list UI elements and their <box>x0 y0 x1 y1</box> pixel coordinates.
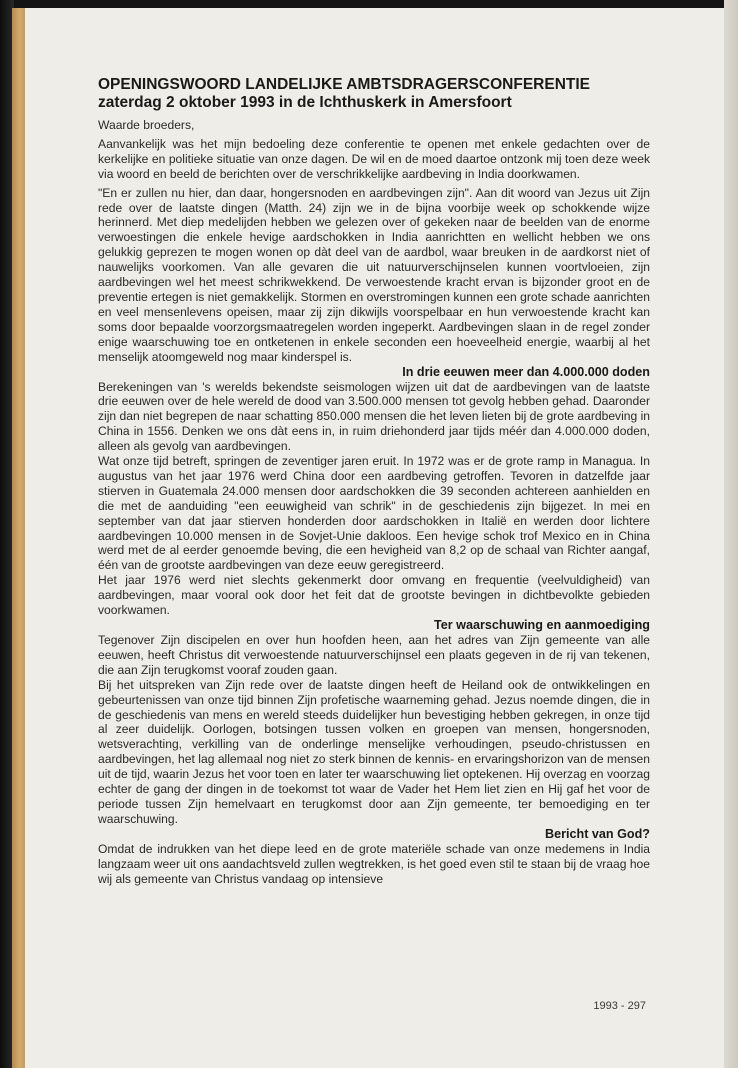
paragraph: "En er zullen nu hier, dan daar, hongersnoden en aardbevingen zijn". Aan dit woord van Jezus uit Zijn rede over de laatste dingen (Matth. 24) zijn we in de bijna voorbije week op schokkende wijze herinnerd. Met diep medelijden hebben we gelezen over of gekeken naar de beelden van de enorme verwoestingen die enkele hevige aardschokken in India aanrichtten en wellicht hebben we ons gelukkig geprezen te mogen wonen op dàt deel van de aardbol, waar breuken in de aardkorst niet of nauwelijks voorkomen. Van alle gevaren die uit natuurverschijnselen kunnen voortvloeien, zijn aardbevingen wel het meest schrikwekkend. De verwoestende kracht ervan is bijzonder groot en de preventie ertegen is niet gemakkelijk. Stormen en overstromingen kunnen een grote schade aanrichten en veel mensenlevens opeisen, maar zij zijn dikwijls voorspelbaar en hun verwoestende kracht kan soms door bepaalde voorzorgsmaatregelen worden ingeperkt. Aardbevingen slaan in de regel zonder enige waarschuwing toe en ontketenen in enkele seconden een hoeveelheid energie, waarbij al het menselijk atoomgeweld nog maar kinderspel is. <box>98 185 650 364</box>
page-number: 1993 - 297 <box>593 1000 646 1012</box>
binding-tape <box>12 8 25 1068</box>
paragraph: Bij het uitspreken van Zijn rede over de laatste dingen heeft de Heiland ook de ontwikkelingen en gebeurtenissen van onze tijd binnen Zijn profetische waarneming gehad. Jezus noemde dingen, die in de geschiedenis van mens en wereld steeds duidelijker hun bevestiging hebben gekregen, in onze tijd al zeer duidelijk. Oorlogen, botsingen tussen volken en groepen van mensen, hongersnoden, wetsverachting, verkilling van de onderlinge menselijke verhoudingen, pseudo-christussen en aardbevingen, het lag allemaal nog niet zo sterk binnen de kennis- en ervaringshorizon van de mensen uit de tijd, waarin Jezus het voor toen en later ter waarschuwing liet optekenen. Hij overzag en voorzag echter de gang der dingen in de toekomst tot waar de Vader het Hem liet zien en Hij gaf het voor de periode tussen Zijn hemelvaart en terugkomst door aan Zijn gemeente, ter bemoediging en ter waarschuwing. <box>98 677 650 826</box>
paragraph: Het jaar 1976 werd niet slechts gekenmerkt door omvang en frequentie (veelvuldigheid) van aardbevingen, maar vooral ook door het feit dat de grootste bevingen in dichtbevolkte gebieden voorkwamen. <box>98 573 650 618</box>
paragraph: Aanvankelijk was het mijn bedoeling deze conferentie te openen met enkele gedachten over de kerkelijke en politieke situatie van onze dagen. De wil en de moed daartoe ontzonk mij toen deze week via woord en beeld de berichten over de verschrikkelijke aardbeving in India doorkwamen. <box>98 136 650 181</box>
paragraph: Berekeningen van 's werelds bekendste seismologen wijzen uit dat de aardbevingen van de laatste drie eeuwen over de hele wereld de dood van 3.500.000 mensen tot gevolg hebben gehad. Daaronder zijn dan niet begrepen de naar schatting 850.000 mensen die het leven lieten bij de grote aardbeving in China in 1556. Denken we ons dàt eens in, in ruim driehonderd jaar tijds méér dan 4.000.000 doden, alleen als gevolg van aardbevingen. <box>98 379 651 454</box>
title-line-1: OPENINGSWOORD LANDELIJKE AMBTSDRAGERSCONFERENTIE <box>98 76 591 93</box>
page-edge <box>724 0 738 1068</box>
subheading: Bericht van God? <box>545 826 650 841</box>
subheading: In drie eeuwen meer dan 4.000.000 doden <box>402 364 650 379</box>
title-line-2: zaterdag 2 oktober 1993 in de Ichthuskerk in Amersfoort <box>98 94 512 111</box>
paragraph: Tegenover Zijn discipelen en over hun hoofden heen, aan het adres van Zijn gemeente van alle eeuwen, heeft Christus dit verwoestende natuurverschijnsel een plaats gegeven in de rij van tekenen, die aan Zijn terugkomst vooraf zouden gaan. <box>98 633 650 677</box>
salutation: Waarde broeders, <box>98 118 195 132</box>
subheading: Ter waarschuwing en aanmoediging <box>434 618 650 632</box>
paragraph: Wat onze tijd betreft, springen de zeventiger jaren eruit. In 1972 was er de grote ramp in Managua. In augustus van het jaar 1976 werd China door een aardbeving getroffen. Tevoren in datzelfde jaar stierven in Guatemala 24.000 mensen door aardschokken die 39 seconden achtereen aanhielden en die met de aanduiding "een eeuwigheid van schrik" in de geschiedenis zijn bijgezet. In mei en september van dat jaar stierven honderden door aardschokken in Italië en werden door lichtere aardbevingen 10.000 mensen in de Sovjet-Unie dakloos. Een hevige schok trof Mexico en in China werd met de al eerder genoemde beving, die een hevigheid van 8,2 op de schaal van Richter aangaf, één van de grootste aardbevingen van deze eeuw geregistreerd. <box>98 454 650 573</box>
paragraph: Omdat de indrukken van het diepe leed en de grote materiële schade van onze medemens in India langzaam weer uit ons aandachtsveld zullen wegtrekken, is het goed even stil te staan bij de vraag hoe wij als gemeente van Christus vandaag op intensieve <box>98 841 650 886</box>
article-body <box>98 118 650 887</box>
article <box>98 76 650 887</box>
article-title <box>98 76 650 112</box>
